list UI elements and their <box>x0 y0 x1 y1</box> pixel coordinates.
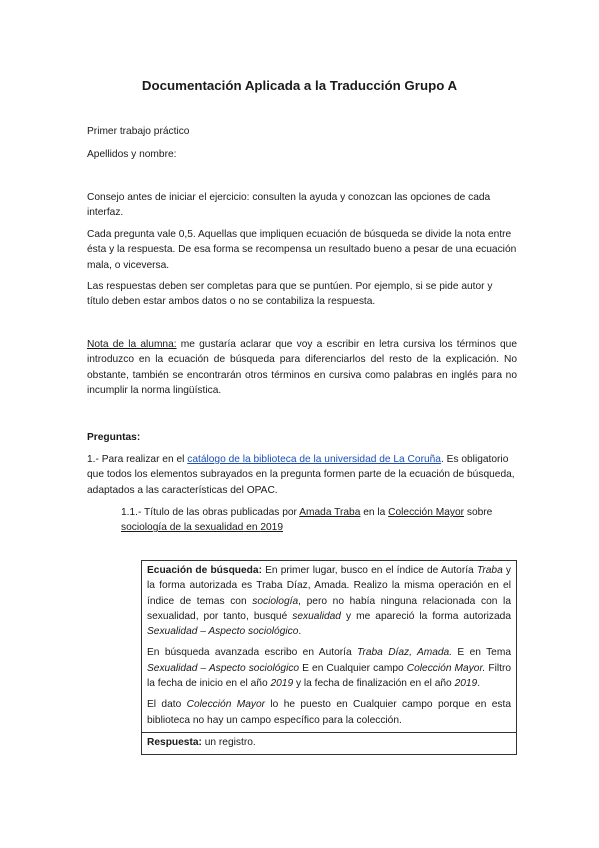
italic-term: Colección Mayor <box>186 699 266 711</box>
italic-term: Colección Mayor. <box>406 662 486 674</box>
italic-term: Sexualidad – Aspecto sociológico <box>147 626 299 638</box>
equation-paragraph-1 <box>147 563 511 639</box>
question-1-1 <box>121 505 501 536</box>
text-run: y la forma autorizada es Traba Díaz, Amada. Realizo la misma operación en el índice de temas con <box>147 565 511 607</box>
answer-label: Respuesta: <box>147 736 202 748</box>
q11-after: sobre <box>464 507 493 518</box>
text-run: En búsqueda avanzada escribo en Autoría <box>147 647 357 659</box>
italic-term: sociología <box>252 595 299 607</box>
q11-collection: Colección Mayor <box>388 507 465 518</box>
text-run: E en Cualquier campo <box>299 662 407 674</box>
italic-term: Sexualidad – Aspecto sociológico <box>147 662 300 674</box>
italic-term: sexualidad <box>292 610 341 622</box>
question-1 <box>87 452 517 498</box>
text-run: y me apareció la forma autorizada <box>340 610 511 622</box>
subtitle: Primer trabajo práctico <box>87 126 190 137</box>
q11-en: en <box>243 522 261 534</box>
name-field-label: Apellidos y nombre: <box>87 149 177 160</box>
student-note <box>87 337 517 398</box>
italic-term: Traba <box>476 565 503 576</box>
equation-label: Ecuación de búsqueda: <box>147 565 262 576</box>
questions-heading: Preguntas: <box>87 432 141 443</box>
q11-topic: sociología de la sexualidad <box>121 522 244 534</box>
note-text: me gustaría aclarar que voy a escribir en letra cursiva los términos que introduzco en la ecuación de búsqueda para diferenciarlos del resto de la explicación. No obstante, también se encontrarán otros términos en cursiva como palabras en inglés para no incumplir la norma lingüística. <box>87 339 517 396</box>
document-title: Documentación Aplicada a la Traducción Grupo A <box>141 78 458 93</box>
catalog-link[interactable]: catálogo de la biblioteca de la universidad de La Coruña <box>187 454 441 465</box>
text-run: En primer lugar, busco en el índice de Autoría <box>261 565 477 576</box>
text-run: El dato <box>147 699 187 711</box>
text-run: lo he puesto en Cualquier campo porque en esta biblioteca no hay un campo específico para la colección. <box>147 699 511 726</box>
italic-term: Traba Díaz, Amada. <box>356 647 453 659</box>
question-1-prefix: 1.- Para realizar en el <box>87 454 188 465</box>
text-run: . <box>298 626 302 638</box>
q11-prefix: 1.1.- Título de las obras publicadas por <box>121 507 300 518</box>
answer-cell <box>142 732 516 754</box>
text-run: Filtro la fecha de inicio en el año <box>147 662 512 690</box>
q11-author: Amada Traba <box>299 507 361 518</box>
question-1-suffix: . Es obligatorio que todos los elementos subrayados en la pregunta formen parte de la ecuación de búsqueda, adaptados a las características del OPAC. <box>87 454 515 496</box>
text-run: y la fecha de finalización en el año <box>293 678 455 690</box>
q11-year: 2019 <box>260 522 284 534</box>
equation-paragraph-3 <box>147 697 511 728</box>
equation-paragraph-2 <box>147 645 511 691</box>
answer-table <box>141 560 517 755</box>
text-run: , pero no había ninguna relacionada con la sexualidad, por tanto, busqué <box>147 595 511 622</box>
q11-mid: en la <box>360 507 389 518</box>
answer-line <box>147 735 511 750</box>
answer-text: un registro. <box>201 736 256 748</box>
completeness-paragraph: Las respuestas deben ser completas para que se puntúen. Por ejemplo, si se pide autor y título deben estar ambos datos o no se contabiliza la respuesta. <box>87 281 493 308</box>
equation-cell <box>142 561 516 732</box>
text-run: E en Tema <box>452 647 511 659</box>
italic-term: 2019 <box>454 678 478 690</box>
text-run: . <box>477 678 481 690</box>
note-label: Nota de la alumna: <box>87 339 177 350</box>
italic-term: 2019 <box>270 678 294 690</box>
advice-paragraph: Consejo antes de iniciar el ejercicio: consulten la ayuda y conozcan las opciones de cada interfaz. <box>87 192 491 219</box>
grading-paragraph: Cada pregunta vale 0,5. Aquellas que impliquen ecuación de búsqueda se divide la nota entre ésta y la respuesta. De esa forma se recompensa un resultado bueno a pesar de una ecuación mala, o viceversa. <box>87 229 517 271</box>
